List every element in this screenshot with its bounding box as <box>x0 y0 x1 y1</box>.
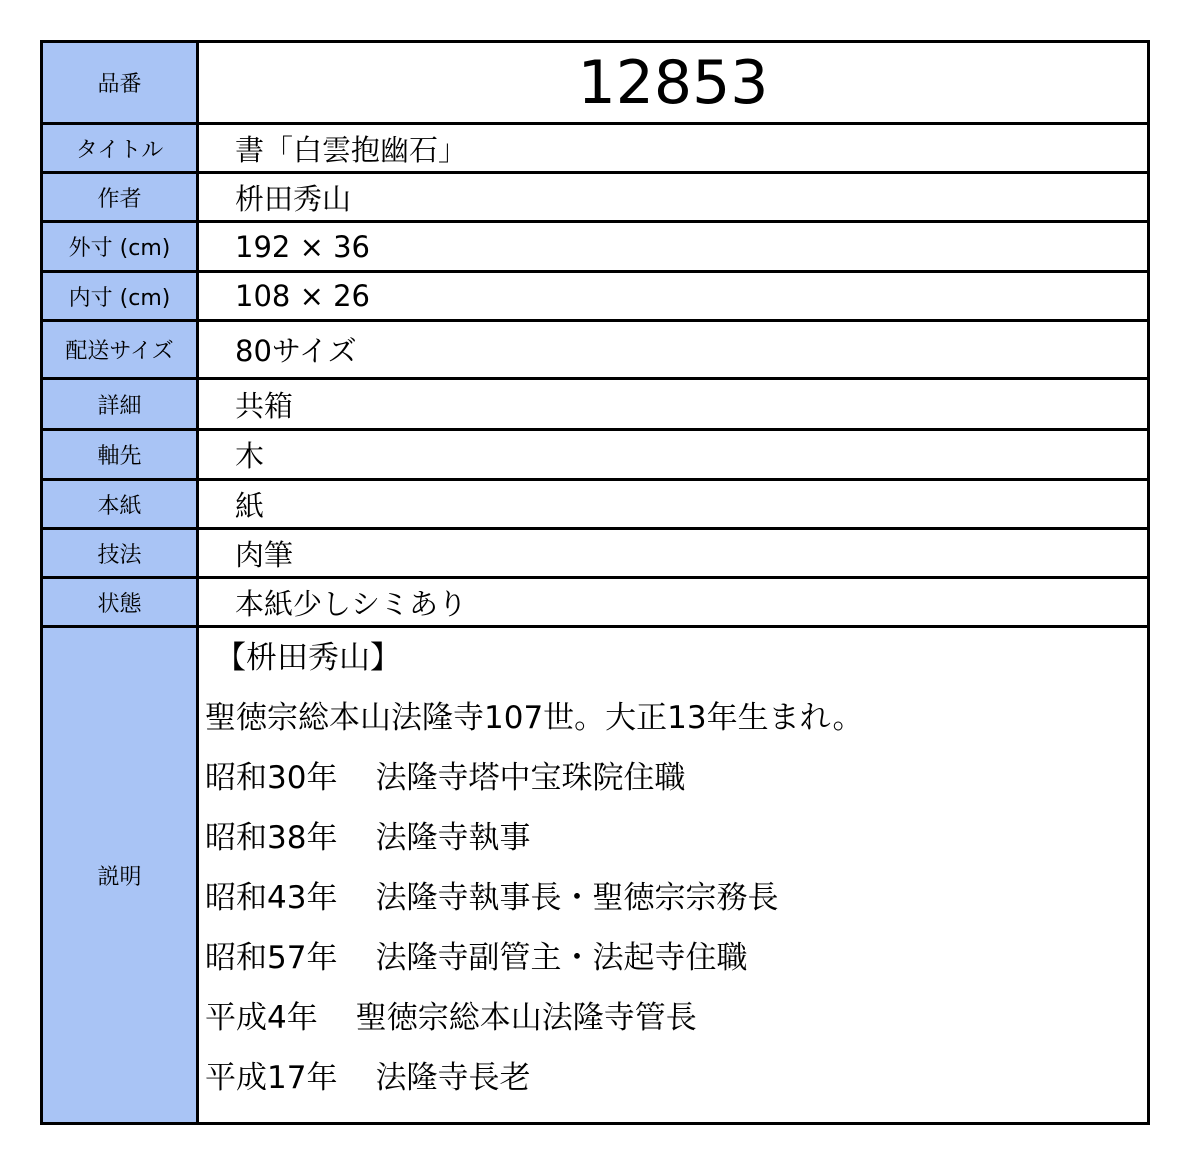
description-intro: 聖徳宗総本山法隆寺107世。大正13年生まれ。 <box>205 700 864 736</box>
value-title: 書「白雲抱幽石」 <box>198 124 1149 173</box>
row-description <box>42 627 1149 1124</box>
row-outer-size <box>42 222 1149 272</box>
label-material: 本紙 <box>42 480 198 529</box>
label-shipping-size: 配送サイズ <box>42 321 198 379</box>
item-spec-table <box>40 40 1150 1125</box>
value-author: 枡田秀山 <box>198 173 1149 222</box>
history-year: 昭和43年 <box>205 880 338 916</box>
history-line <box>205 876 1147 936</box>
value-material: 紙 <box>198 480 1149 529</box>
label-details: 詳細 <box>42 379 198 430</box>
row-title <box>42 124 1149 173</box>
row-condition <box>42 578 1149 627</box>
history-event: 法隆寺副管主・法起寺住職 <box>375 940 748 976</box>
row-material <box>42 480 1149 529</box>
history-year: 昭和30年 <box>205 760 338 796</box>
value-inner-size: 108 × 26 <box>198 272 1149 321</box>
history-event: 法隆寺執事 <box>375 820 531 856</box>
row-item-number <box>42 42 1149 124</box>
row-shipping-size <box>42 321 1149 379</box>
history-year: 昭和57年 <box>205 940 338 976</box>
label-roller-end: 軸先 <box>42 430 198 480</box>
history-line <box>205 996 1147 1056</box>
label-condition: 状態 <box>42 578 198 627</box>
row-details <box>42 379 1149 430</box>
history-year: 平成4年 <box>205 1000 318 1036</box>
value-item-number: 12853 <box>198 42 1149 124</box>
value-shipping-size: 80サイズ <box>198 321 1149 379</box>
history-line <box>205 936 1147 996</box>
description-heading: 【枡田秀山】 <box>215 640 401 676</box>
history-year: 昭和38年 <box>205 820 338 856</box>
value-details: 共箱 <box>198 379 1149 430</box>
value-technique: 肉筆 <box>198 529 1149 578</box>
history-line <box>205 816 1147 876</box>
label-outer-size: 外寸 (cm) <box>42 222 198 272</box>
row-inner-size <box>42 272 1149 321</box>
value-roller-end: 木 <box>198 430 1149 480</box>
label-author: 作者 <box>42 173 198 222</box>
label-title: タイトル <box>42 124 198 173</box>
history-event: 法隆寺執事長・聖徳宗宗務長 <box>375 880 779 916</box>
row-author <box>42 173 1149 222</box>
history-line <box>205 756 1147 816</box>
row-technique <box>42 529 1149 578</box>
history-year: 平成17年 <box>205 1060 338 1096</box>
history-line <box>205 1056 1147 1116</box>
history-event: 聖徳宗総本山法隆寺管長 <box>355 1000 697 1036</box>
row-roller-end <box>42 430 1149 480</box>
label-item-number: 品番 <box>42 42 198 124</box>
value-outer-size: 192 × 36 <box>198 222 1149 272</box>
label-technique: 技法 <box>42 529 198 578</box>
value-description <box>198 627 1149 1124</box>
label-inner-size: 内寸 (cm) <box>42 272 198 321</box>
history-event: 法隆寺塔中宝珠院住職 <box>375 760 686 796</box>
label-description: 説明 <box>42 627 198 1124</box>
history-event: 法隆寺長老 <box>375 1060 531 1096</box>
value-condition: 本紙少しシミあり <box>198 578 1149 627</box>
